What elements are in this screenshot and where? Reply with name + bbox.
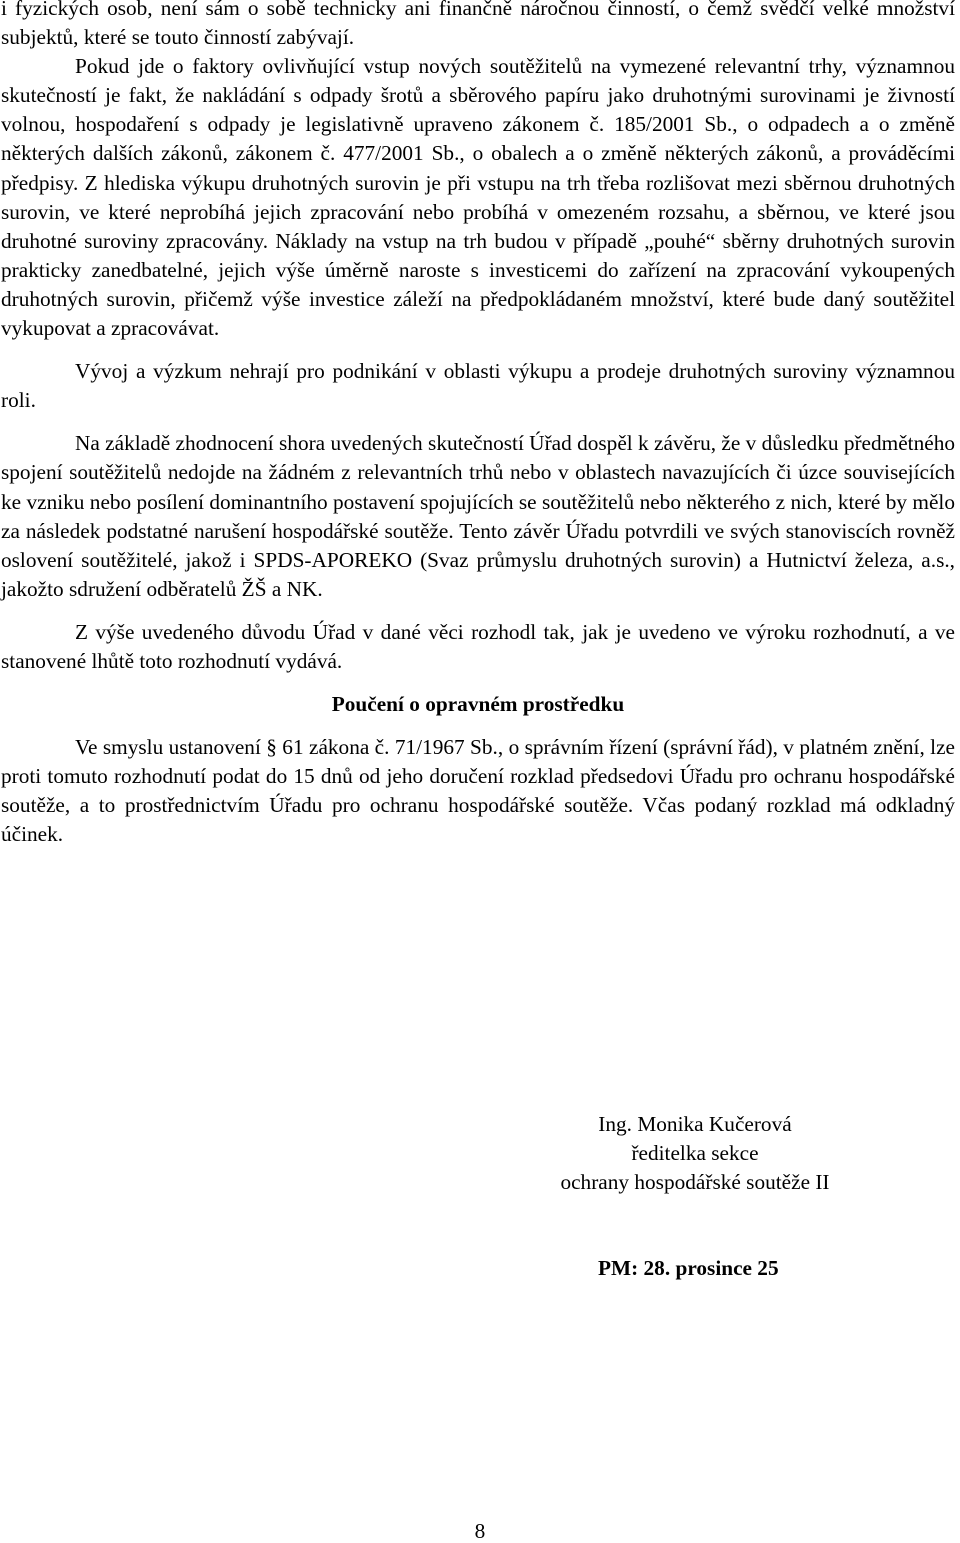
pm-note: PM: 28. prosince 25	[598, 1256, 779, 1280]
paragraph-continuation: i fyzických osob, není sám o sobě technicky ani finančně náročnou činností, o čemž svědčí velké množství subjektů, které se touto činností zabývají.	[1, 0, 955, 50]
paragraph-research: Vývoj a výzkum nehrají pro podnikání v oblasti výkupu a prodeje druhotných suroviny významnou roli.	[1, 359, 955, 413]
signatory-name: Ing. Monika Kučerová	[598, 1112, 792, 1136]
signatory-department: ochrany hospodářské soutěže II	[560, 1170, 830, 1195]
document-body	[1, 0, 955, 850]
page-number: 8	[474, 1519, 486, 1543]
signatory-title: ředitelka sekce	[631, 1141, 759, 1166]
paragraph-conclusion: Na základě zhodnocení shora uvedených skutečností Úřad dospěl k závěru, že v důsledku předmětného spojení soutěžitelů nedojde na žádném z relevantních trhů nebo v oblastech navazujících či úzce souvisejících ke vzniku nebo posílení dominantního postavení spojujících se soutěžitelů nebo některého z nich, které by mělo za následek podstatné narušení hospodářské soutěže. Tento závěr Úřadu potvrdili ve svých stanoviscích rovněž oslovení soutěžitelé, jakož i SPDS-APOREKO (Svaz průmyslu druhotných surovin) a Hutnictví železa, a.s., jakožto sdružení odběratelů ŽŠ a NK.	[1, 431, 955, 601]
paragraph-market-entry: Pokud jde o faktory ovlivňující vstup nových soutěžitelů na vymezené relevantní trhy, významnou skutečností je fakt, že nakládání s odpady šrotů a sběrového papíru jako druhotnými surovinami je živností volnou, hospodaření s odpady je legislativně upraveno zákonem č. 185/2001 Sb., o odpadech a o změně některých dalších zákonů, zákonem č. 477/2001 Sb., o obalech a o změně některých zákonů, a prováděcími předpisy. Z hlediska výkupu druhotných surovin je při vstupu na trh třeba rozlišovat mezi sběrnou druhotných surovin, ve které neprobíhá jejich zpracování nebo probíhá v omezeném rozsahu, a sběrnou, ve které jsou druhotné suroviny zpracovány. Náklady na vstup na trh budou v případě „pouhé“ sběrny druhotných surovin prakticky zanedbatelné, jejich výše úměrně naroste s investicemi do zařízení na zpracování vykoupených druhotných surovin, přičemž výše investice záleží na předpokládaném množství, které bude daný soutěžitel vykupovat a zpracovávat.	[1, 54, 955, 341]
paragraph-decision: Z výše uvedeného důvodu Úřad v dané věci rozhodl tak, jak je uvedeno ve výroku rozhodnutí, a ve stanovené lhůtě toto rozhodnutí vydává.	[1, 619, 955, 673]
signature-block	[490, 1110, 900, 1197]
appeal-heading: Poučení o opravném prostředku	[331, 692, 625, 717]
paragraph-appeal-instructions: Ve smyslu ustanovení § 61 zákona č. 71/1967 Sb., o správním řízení (správní řád), v platném znění, lze proti tomuto rozhodnutí podat do 15 dnů od jeho doručení rozklad předsedovi Úřadu pro ochranu hospodářské soutěže, a to prostřednictvím Úřadu pro ochranu hospodářské soutěže. Včas podaný rozklad má odkladný účinek.	[1, 735, 955, 847]
